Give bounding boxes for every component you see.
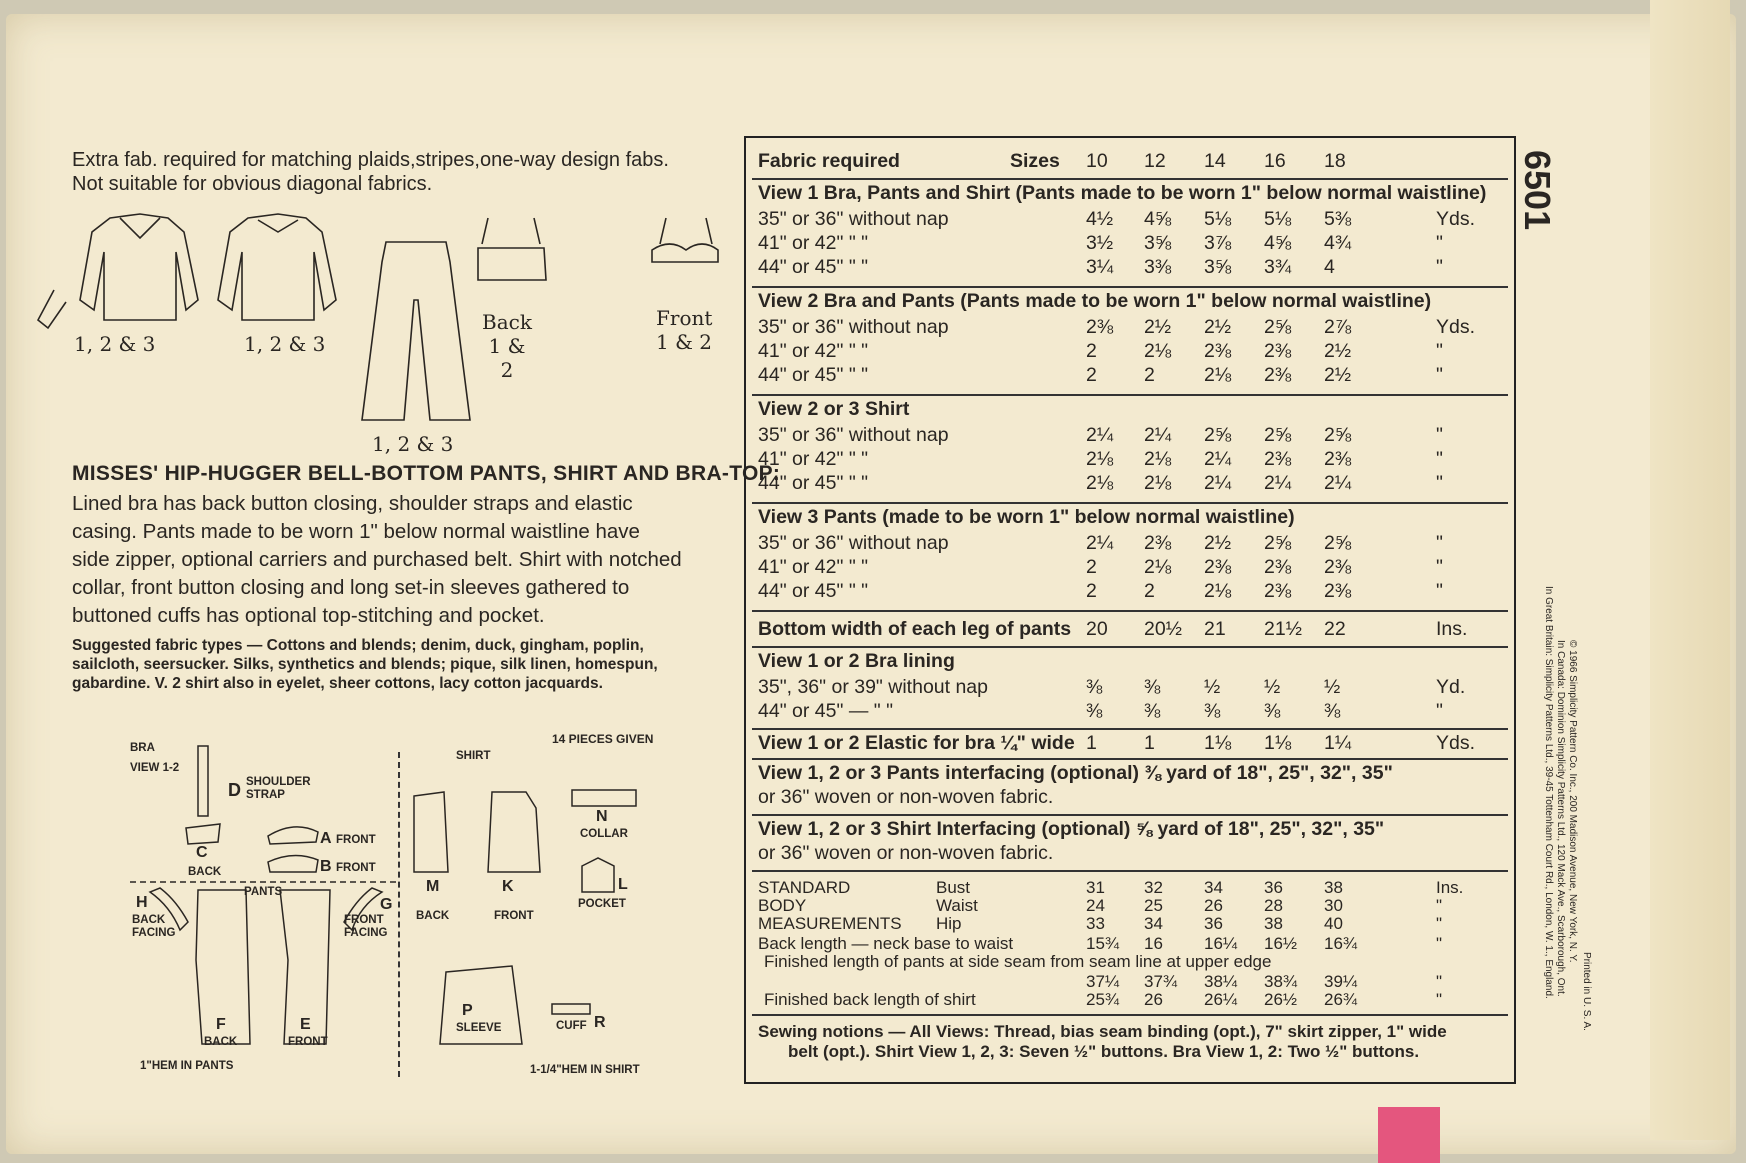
view23-row-1: 35" or 36" without nap	[758, 424, 949, 446]
view2-row-1-unit: Yds.	[1436, 316, 1476, 338]
back-length-label: Back length — neck base to waist	[758, 934, 1014, 953]
bra-back-views: 1 & 2	[488, 334, 526, 382]
size-col-18: 18	[1324, 150, 1346, 172]
view23-row-1-size-16: 2⅝	[1264, 424, 1292, 446]
view3-row-3-size-14: 2⅛	[1204, 580, 1232, 602]
view1-row-1-size-12: 4⅝	[1144, 208, 1172, 230]
piece-d-caption: SHOULDER STRAP	[246, 776, 311, 801]
pattern-heading: MISSES' HIP-HUGGER BELL-BOTTOM PANTS, SHIRT AND BRA-TOP:	[72, 462, 781, 485]
piece-e-letter: E	[300, 1016, 311, 1033]
pants-caption: 1, 2 & 3	[372, 432, 454, 456]
bottom-width-size-14: 21	[1204, 618, 1226, 640]
bra-front-views: 1 & 2	[656, 330, 712, 354]
lining-row-2-size-12: ⅜	[1144, 700, 1161, 722]
lining-row-2-size-18: ⅜	[1324, 700, 1341, 722]
piece-e-caption: FRONT	[288, 1036, 328, 1048]
bust-label: Bust	[936, 878, 971, 897]
piece-a	[268, 827, 318, 844]
piece-r-caption: CUFF	[556, 1020, 587, 1032]
bra-front-label: Front	[656, 306, 713, 330]
bottom-width-size-12: 20½	[1144, 618, 1182, 640]
bust-size-14: 34	[1204, 878, 1223, 897]
view2-title: View 2 Bra and Pants (Pants made to be worn 1" below normal waistline)	[758, 290, 1432, 312]
view3-row-1-size-14: 2½	[1204, 532, 1232, 554]
bottom-width-size-16: 21½	[1264, 618, 1302, 640]
piece-m-letter: M	[426, 878, 440, 895]
view1-row-1-size-10: 4½	[1086, 208, 1114, 230]
intro-line-1: Extra fab. required for matching plaids,stripes,one-way design fabs.	[72, 149, 669, 171]
view2-row-2-size-16: 2⅜	[1264, 340, 1292, 362]
elastic-size-18: 1¼	[1324, 732, 1352, 754]
bust-size-18: 38	[1324, 878, 1343, 897]
view3-row-1: 35" or 36" without nap	[758, 532, 949, 554]
view1-row-1-size-16: 5⅛	[1264, 208, 1292, 230]
shirt-front-caption: 1, 2 & 3	[74, 332, 156, 356]
view3-title: View 3 Pants (made to be worn 1" below normal waistline)	[758, 506, 1295, 528]
lining-row-2-size-14: ⅜	[1204, 700, 1221, 722]
view23-row-2-size-10: 2⅛	[1086, 448, 1114, 470]
view1-row-2-size-16: 4⅝	[1264, 232, 1292, 254]
piece-b-letter: B	[320, 858, 332, 875]
view23-row-3-size-18: 2¼	[1324, 472, 1352, 494]
view3-row-2-unit: "	[1436, 556, 1443, 578]
view3-row-3-size-18: 2⅜	[1324, 580, 1352, 602]
lining-row-1-size-18: ½	[1324, 676, 1341, 698]
bra-back-label: Back	[482, 310, 532, 334]
view3-row-2-size-10: 2	[1086, 556, 1097, 578]
view1-row-1-size-18: 5⅜	[1324, 208, 1352, 230]
view2-row-1-size-12: 2½	[1144, 316, 1172, 338]
finished-back-size-12: 26	[1144, 990, 1163, 1009]
notions-line2: belt (opt.). Shirt View 1, 2, 3: Seven ½" buttons. Bra View 1, 2: Two ½" buttons.	[788, 1042, 1420, 1061]
back-length-unit: "	[1436, 934, 1443, 953]
bottom-width-unit: Ins.	[1436, 618, 1468, 640]
view2-row-3-size-12: 2	[1144, 364, 1155, 386]
view23-row-1-unit: "	[1436, 424, 1443, 446]
waist-label: Waist	[936, 896, 978, 915]
piece-k	[488, 792, 540, 872]
view23-row-3-unit: "	[1436, 472, 1443, 494]
view23-row-3: 44" or 45" " "	[758, 472, 869, 494]
view23-row-2-size-18: 2⅜	[1324, 448, 1352, 470]
bust-size-16: 36	[1264, 878, 1283, 897]
pants-pieces-label: PANTS	[244, 886, 283, 898]
view23-row-2-unit: "	[1436, 448, 1443, 470]
elastic-size-10: 1	[1086, 732, 1097, 754]
finished-back-size-18: 26¾	[1324, 990, 1358, 1009]
pattern-description: Lined bra has back button closing, shoulder straps and elastic casing. Pants made to be worn 1" below normal waistline have side zipper, optional carriers and purchased belt. Shirt with notched collar, front button closing and long set-in sleeves gathered to buttoned cuffs has optional top-stitching and pocket.	[72, 492, 682, 627]
bra-label: BRA	[130, 742, 155, 754]
size-col-14: 14	[1204, 150, 1226, 172]
view1-row-3-size-12: 3⅜	[1144, 256, 1172, 278]
finished-pants-size-14: 38¼	[1204, 972, 1238, 991]
bust-size-10: 31	[1086, 878, 1105, 897]
view23-row-2-size-16: 2⅜	[1264, 448, 1292, 470]
lining-row-2-size-16: ⅜	[1264, 700, 1281, 722]
view2-row-1-size-18: 2⅞	[1324, 316, 1352, 338]
bottom-width-label: Bottom width of each leg of pants	[758, 618, 1072, 640]
piece-f-caption: BACK	[204, 1036, 238, 1048]
view2-row-3-size-18: 2½	[1324, 364, 1352, 386]
piece-e	[280, 890, 330, 1044]
finished-back-unit: "	[1436, 990, 1443, 1009]
piece-l-caption: POCKET	[578, 898, 626, 910]
waist-size-10: 24	[1086, 896, 1105, 915]
view23-row-2-size-12: 2⅛	[1144, 448, 1172, 470]
table-header-label: Fabric required	[758, 150, 900, 172]
elastic-size-12: 1	[1144, 732, 1155, 754]
view3-row-3-unit: "	[1436, 580, 1443, 602]
finished-pants-label: Finished length of pants at side seam from seam line at upper edge	[764, 952, 1272, 971]
view3-row-3-size-10: 2	[1086, 580, 1097, 602]
view2-row-3-size-16: 2⅜	[1264, 364, 1292, 386]
copyright-line-1: © 1966 Simplicity Pattern Co. Inc., 200 Madison Avenue, New York, N. Y.	[1567, 640, 1578, 963]
finished-pants-unit: "	[1436, 972, 1443, 991]
back-length-size-14: 16¼	[1204, 934, 1238, 953]
piece-m-caption: BACK	[416, 910, 450, 922]
view23-row-1-size-18: 2⅝	[1324, 424, 1352, 446]
view2-row-3-size-10: 2	[1086, 364, 1097, 386]
lining-row-1-size-10: ⅜	[1086, 676, 1103, 698]
size-col-10: 10	[1086, 150, 1108, 172]
view2-row-1-size-10: 2⅜	[1086, 316, 1114, 338]
copyright-line-2: In Canada: Dominion Simplicity Patterns Ltd., 120 Mack Ave., Scarborough, Ont.	[1555, 640, 1566, 997]
lining-row-1-size-12: ⅜	[1144, 676, 1161, 698]
view3-row-2: 41" or 42" " "	[758, 556, 869, 578]
piece-d-letter: D	[228, 780, 241, 800]
view1-row-2-size-12: 3⅝	[1144, 232, 1172, 254]
view1-row-3-size-14: 3⅝	[1204, 256, 1232, 278]
copyright-line-3: In Great Britain: Simplicity Patterns Ltd., 39-45 Tottenham Court Rd., London, W. 1., England.	[1543, 586, 1554, 999]
view1-row-2-unit: "	[1436, 232, 1443, 254]
lining-row-1-unit: Yd.	[1436, 676, 1466, 698]
hip-unit: "	[1436, 914, 1443, 933]
lining-row-2-size-10: ⅜	[1086, 700, 1103, 722]
piece-g-caption: FRONT FACING	[344, 914, 388, 939]
shirt-interfacing-line2: or 36" woven or non-woven fabric.	[758, 842, 1054, 864]
view23-row-3-size-12: 2⅛	[1144, 472, 1172, 494]
view3-row-3-size-12: 2	[1144, 580, 1155, 602]
piece-p	[440, 966, 522, 1044]
view1-row-3-size-18: 4	[1324, 256, 1335, 278]
bra-views-label: VIEW 1-2	[130, 762, 180, 774]
view1-row-2-size-10: 3½	[1086, 232, 1114, 254]
piece-h-letter: H	[136, 894, 148, 911]
elastic-size-16: 1⅛	[1264, 732, 1292, 754]
view1-row-3-size-16: 3¾	[1264, 256, 1292, 278]
view2-row-2-size-14: 2⅜	[1204, 340, 1232, 362]
piece-l	[582, 858, 614, 892]
back-length-size-16: 16½	[1264, 934, 1298, 953]
hip-size-18: 40	[1324, 914, 1343, 933]
hip-label: Hip	[936, 914, 962, 933]
view3-row-1-unit: "	[1436, 532, 1443, 554]
elastic-unit: Yds.	[1436, 732, 1476, 754]
finished-pants-size-10: 37¼	[1086, 972, 1120, 991]
piece-f	[196, 890, 250, 1044]
waist-size-12: 25	[1144, 896, 1163, 915]
view1-row-3-unit: "	[1436, 256, 1443, 278]
piece-p-letter: P	[462, 1002, 473, 1019]
piece-c-caption: BACK	[188, 866, 222, 878]
piece-k-letter: K	[502, 878, 514, 895]
finished-back-size-14: 26¼	[1204, 990, 1238, 1009]
piece-n-letter: N	[596, 808, 608, 825]
bottom-width-size-18: 22	[1324, 618, 1346, 640]
view1-row-1-size-14: 5⅛	[1204, 208, 1232, 230]
shirt-interfacing-line1: View 1, 2 or 3 Shirt Interfacing (optional) ⅝ yard of 18", 25", 32", 35"	[758, 818, 1385, 840]
waist-unit: "	[1436, 896, 1443, 915]
waist-size-14: 26	[1204, 896, 1223, 915]
finished-back-label: Finished back length of shirt	[764, 990, 976, 1009]
piece-f-letter: F	[216, 1016, 226, 1033]
view2-row-3-size-14: 2⅛	[1204, 364, 1232, 386]
intro-line-2: Not suitable for obvious diagonal fabrics.	[72, 173, 433, 195]
finished-pants-size-12: 37¾	[1144, 972, 1178, 991]
lining-row-1: 35", 36" or 39" without nap	[758, 676, 989, 698]
view2-row-2: 41" or 42" " "	[758, 340, 869, 362]
piece-p-caption: SLEEVE	[456, 1022, 502, 1034]
view1-row-3-size-10: 3¼	[1086, 256, 1114, 278]
bottom-width-size-10: 20	[1086, 618, 1108, 640]
piece-d	[198, 746, 208, 816]
piece-l-letter: L	[618, 876, 628, 893]
hem-pants: 1"HEM IN PANTS	[140, 1060, 234, 1072]
shirt-pieces-label: SHIRT	[456, 750, 491, 762]
view1-title: View 1 Bra, Pants and Shirt (Pants made to be worn 1" below normal waistline)	[758, 182, 1487, 204]
finished-pants-size-18: 39¼	[1324, 972, 1358, 991]
back-length-size-18: 16¾	[1324, 934, 1358, 953]
view1-row-1: 35" or 36" without nap	[758, 208, 949, 230]
piece-r	[552, 1004, 590, 1014]
shirt-back-caption: 1, 2 & 3	[244, 332, 326, 356]
view1-row-2-size-18: 4¾	[1324, 232, 1352, 254]
piece-c	[186, 824, 220, 844]
piece-r-letter: R	[594, 1014, 606, 1031]
back-length-size-12: 16	[1144, 934, 1163, 953]
measurements-label: MEASUREMENTS	[758, 914, 902, 933]
piece-c-letter: C	[196, 844, 208, 861]
view23-row-2: 41" or 42" " "	[758, 448, 869, 470]
view3-row-2-size-12: 2⅛	[1144, 556, 1172, 578]
view23-row-3-size-16: 2¼	[1264, 472, 1292, 494]
view23-row-1-size-12: 2¼	[1144, 424, 1172, 446]
piece-h-caption: BACK FACING	[132, 914, 176, 939]
view3-row-1-size-18: 2⅝	[1324, 532, 1352, 554]
view23-row-1-size-14: 2⅝	[1204, 424, 1232, 446]
pattern-number: 6501	[1517, 150, 1558, 231]
sizes-label: Sizes	[1010, 150, 1060, 172]
finished-back-size-16: 26½	[1264, 990, 1298, 1009]
view2-row-1: 35" or 36" without nap	[758, 316, 949, 338]
notions-line1: Sewing notions — All Views: Thread, bias seam binding (opt.), 7" skirt zipper, 1" wide	[758, 1022, 1447, 1041]
piece-m	[414, 792, 448, 872]
elastic-label: View 1 or 2 Elastic for bra ¼" wide	[758, 732, 1075, 754]
waist-size-18: 30	[1324, 896, 1343, 915]
piece-a-caption: FRONT	[336, 834, 376, 846]
size-col-16: 16	[1264, 150, 1286, 172]
lining-title: View 1 or 2 Bra lining	[758, 650, 955, 672]
piece-k-caption: FRONT	[494, 910, 534, 922]
piece-g-letter: G	[380, 896, 393, 913]
bust-size-12: 32	[1144, 878, 1163, 897]
view23-row-3-size-14: 2¼	[1204, 472, 1232, 494]
hip-size-10: 33	[1086, 914, 1105, 933]
piece-b	[268, 855, 318, 872]
standard-label: STANDARD	[758, 878, 851, 897]
size-col-12: 12	[1144, 150, 1166, 172]
view23-row-2-size-14: 2¼	[1204, 448, 1232, 470]
view1-row-3: 44" or 45" " "	[758, 256, 869, 278]
lining-row-1-size-16: ½	[1264, 676, 1281, 698]
piece-n-caption: COLLAR	[580, 828, 628, 840]
view3-row-1-size-16: 2⅝	[1264, 532, 1292, 554]
view2-row-3: 44" or 45" " "	[758, 364, 869, 386]
view3-row-3: 44" or 45" " "	[758, 580, 869, 602]
view2-row-1-size-14: 2½	[1204, 316, 1232, 338]
view2-row-2-size-12: 2⅛	[1144, 340, 1172, 362]
view23-row-3-size-10: 2⅛	[1086, 472, 1114, 494]
view3-row-3-size-16: 2⅜	[1264, 580, 1292, 602]
view23-row-1-size-10: 2¼	[1086, 424, 1114, 446]
hip-size-14: 36	[1204, 914, 1223, 933]
view2-row-2-size-18: 2½	[1324, 340, 1352, 362]
view3-row-2-size-18: 2⅜	[1324, 556, 1352, 578]
piece-a-letter: A	[320, 830, 332, 847]
view3-row-2-size-14: 2⅜	[1204, 556, 1232, 578]
view23-title: View 2 or 3 Shirt	[758, 398, 910, 420]
view3-row-1-size-10: 2¼	[1086, 532, 1114, 554]
view2-row-3-unit: "	[1436, 364, 1443, 386]
view1-row-2: 41" or 42" " "	[758, 232, 869, 254]
lining-row-1-size-14: ½	[1204, 676, 1221, 698]
finished-back-size-10: 25¾	[1086, 990, 1120, 1009]
view1-row-1-unit: Yds.	[1436, 208, 1476, 230]
hem-shirt: 1-1/4"HEM IN SHIRT	[530, 1064, 640, 1076]
printed-in-usa: Printed in U. S. A.	[1581, 952, 1592, 1031]
elastic-size-14: 1⅛	[1204, 732, 1232, 754]
waist-size-16: 28	[1264, 896, 1283, 915]
hip-size-16: 38	[1264, 914, 1283, 933]
view2-row-2-unit: "	[1436, 340, 1443, 362]
piece-h	[150, 888, 188, 930]
body-label: BODY	[758, 896, 807, 915]
suggested-fabrics: Suggested fabric types — Cottons and blends; denim, duck, gingham, poplin, sailcloth, seersucker. Silks, synthetics and blends; pique, silk linen, homespun, gabardine. V. 2 shirt also in eyelet, sheer cottons, lacy cotton jacquards.	[72, 637, 658, 692]
piece-b-caption: FRONT	[336, 862, 376, 874]
finished-pants-size-16: 38¾	[1264, 972, 1298, 991]
bust-unit: Ins.	[1436, 878, 1464, 897]
pants-interfacing-line2: or 36" woven or non-woven fabric.	[758, 786, 1054, 808]
piece-n	[572, 790, 636, 806]
view3-row-1-size-12: 2⅜	[1144, 532, 1172, 554]
view3-row-2-size-16: 2⅜	[1264, 556, 1292, 578]
view2-row-1-size-16: 2⅝	[1264, 316, 1292, 338]
view1-row-2-size-14: 3⅞	[1204, 232, 1232, 254]
lining-row-2: 44" or 45" — " "	[758, 700, 893, 722]
back-length-size-10: 15¾	[1086, 934, 1120, 953]
pieces-given: 14 PIECES GIVEN	[552, 732, 654, 746]
piece-g	[344, 888, 382, 930]
hip-size-12: 34	[1144, 914, 1163, 933]
lining-row-2-unit: "	[1436, 700, 1443, 722]
view2-row-2-size-10: 2	[1086, 340, 1097, 362]
pants-interfacing-line1: View 1, 2 or 3 Pants interfacing (optional) ⅜ yard of 18", 25", 32", 35"	[758, 762, 1393, 784]
